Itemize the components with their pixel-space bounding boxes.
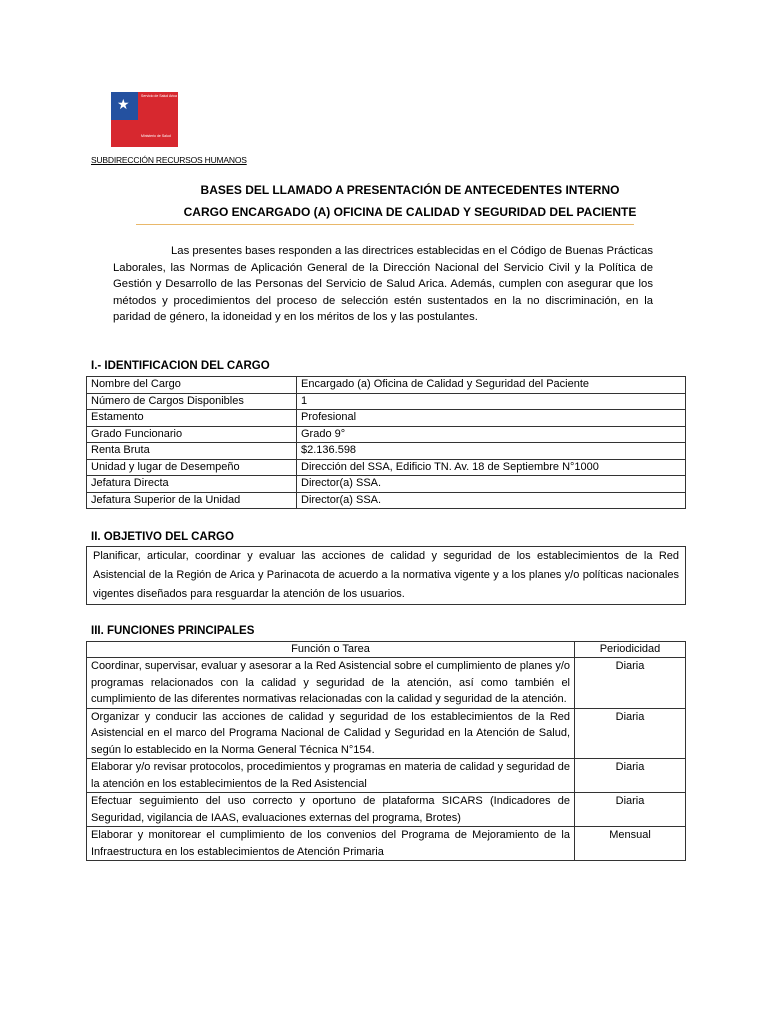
table-row [87,393,686,410]
star-icon: ★ [117,96,130,112]
table-row [87,426,686,443]
table-row [87,793,686,827]
identification-table [86,376,686,509]
row-label: Nombre del Cargo [87,377,297,394]
function-task: Elaborar y/o revisar protocolos, procedimientos y programas en materia de calidad y seguridad de la atención en los establecimientos de la Red Asistencial [87,759,575,793]
institution-logo [111,92,178,147]
table-row [87,410,686,427]
table-row [87,708,686,759]
row-value: Dirección del SSA, Edificio TN. Av. 18 de Septiembre N°1000 [297,459,686,476]
function-task: Efectuar seguimiento del uso correcto y oportuno de plataforma SICARS (Indicadores de Seguridad, vigilancia de IAAS, evaluaciones externas del programa, Brotes) [87,793,575,827]
table-row [87,459,686,476]
function-period: Diaria [575,658,686,709]
table-row [87,658,686,709]
function-period: Diaria [575,759,686,793]
row-value: $2.136.598 [297,443,686,460]
table-row [87,492,686,509]
section1-heading: I.- IDENTIFICACION DEL CARGO [91,360,270,372]
logo-red-block [111,120,138,147]
section3-heading: III. FUNCIONES PRINCIPALES [91,625,255,637]
section2-heading: II. OBJETIVO DEL CARGO [91,531,234,543]
function-period: Mensual [575,827,686,861]
table-row [87,377,686,394]
row-value: Director(a) SSA. [297,492,686,509]
row-value: Profesional [297,410,686,427]
objective-box: Planificar, articular, coordinar y evaluar las acciones de calidad y seguridad de los establecimientos de la Red Asistencial de la Región de Arica y Parinacota de acuerdo a la normativa vigente y a los planes y/o políticas nacionales vigentes diseñados para resguardar la atención de los usuarios. [86,546,686,605]
column-header-period: Periodicidad [575,642,686,658]
row-label: Jefatura Superior de la Unidad [87,492,297,509]
column-header-function: Función o Tarea [87,642,575,658]
row-value: 1 [297,393,686,410]
function-task: Elaborar y monitorear el cumplimiento de los convenios del Programa de Mejoramiento de la Infraestructura en los establecimientos de Atención Primaria [87,827,575,861]
subdirection-label: SUBDIRECCIÓN RECURSOS HUMANOS [91,155,247,165]
logo-text-bottom: Ministerio de Salud [141,134,171,138]
document-title-line1: BASES DEL LLAMADO A PRESENTACIÓN DE ANTECEDENTES INTERNO [200,183,620,197]
table-row [87,443,686,460]
logo-text-top: Servicio de Salud Arica [141,94,177,98]
function-task: Coordinar, supervisar, evaluar y asesorar a la Red Asistencial sobre el cumplimiento de planes y/o programas relacionados con la calidad y seguridad de la atención, así como también el cumplimiento de las diferentes normativas relacionadas con la calidad y seguridad de la atención. [87,658,575,709]
table-row [87,476,686,493]
table-row [87,827,686,861]
table-header-row [87,642,686,658]
row-label: Renta Bruta [87,443,297,460]
function-period: Diaria [575,708,686,759]
function-task: Organizar y conducir las acciones de calidad y seguridad de los establecimientos de la Red Asistencial en el marco del Programa Nacional de Calidad y Seguridad en la Atención de Salud, según lo establecido en la Norma General Técnica N°154. [87,708,575,759]
row-value: Director(a) SSA. [297,476,686,493]
logo-blue-block [111,92,138,120]
functions-table [86,641,686,861]
row-label: Número de Cargos Disponibles [87,393,297,410]
row-value: Encargado (a) Oficina de Calidad y Seguridad del Paciente [297,377,686,394]
document-title-line2: CARGO ENCARGADO (A) OFICINA DE CALIDAD Y SEGURIDAD DEL PACIENTE [183,205,637,219]
table-row [87,759,686,793]
row-label: Jefatura Directa [87,476,297,493]
row-label: Unidad y lugar de Desempeño [87,459,297,476]
intro-paragraph: Las presentes bases responden a las directrices establecidas en el Código de Buenas Prácticas Laborales, las Normas de Aplicación General de la Dirección Nacional del Servicio Civil y la Política de Gestión y Desarrollo de las Personas del Servicio de Salud Arica. Además, cumplen con asegurar que los métodos y procedimientos del proceso de selección estén sustentados en la no discriminación, en la paridad de género, la idoneidad y en los méritos de los y las postulantes. [113,245,653,323]
row-value: Grado 9° [297,426,686,443]
title-divider [136,224,634,225]
logo-panel [138,92,178,147]
row-label: Estamento [87,410,297,427]
row-label: Grado Funcionario [87,426,297,443]
function-period: Diaria [575,793,686,827]
